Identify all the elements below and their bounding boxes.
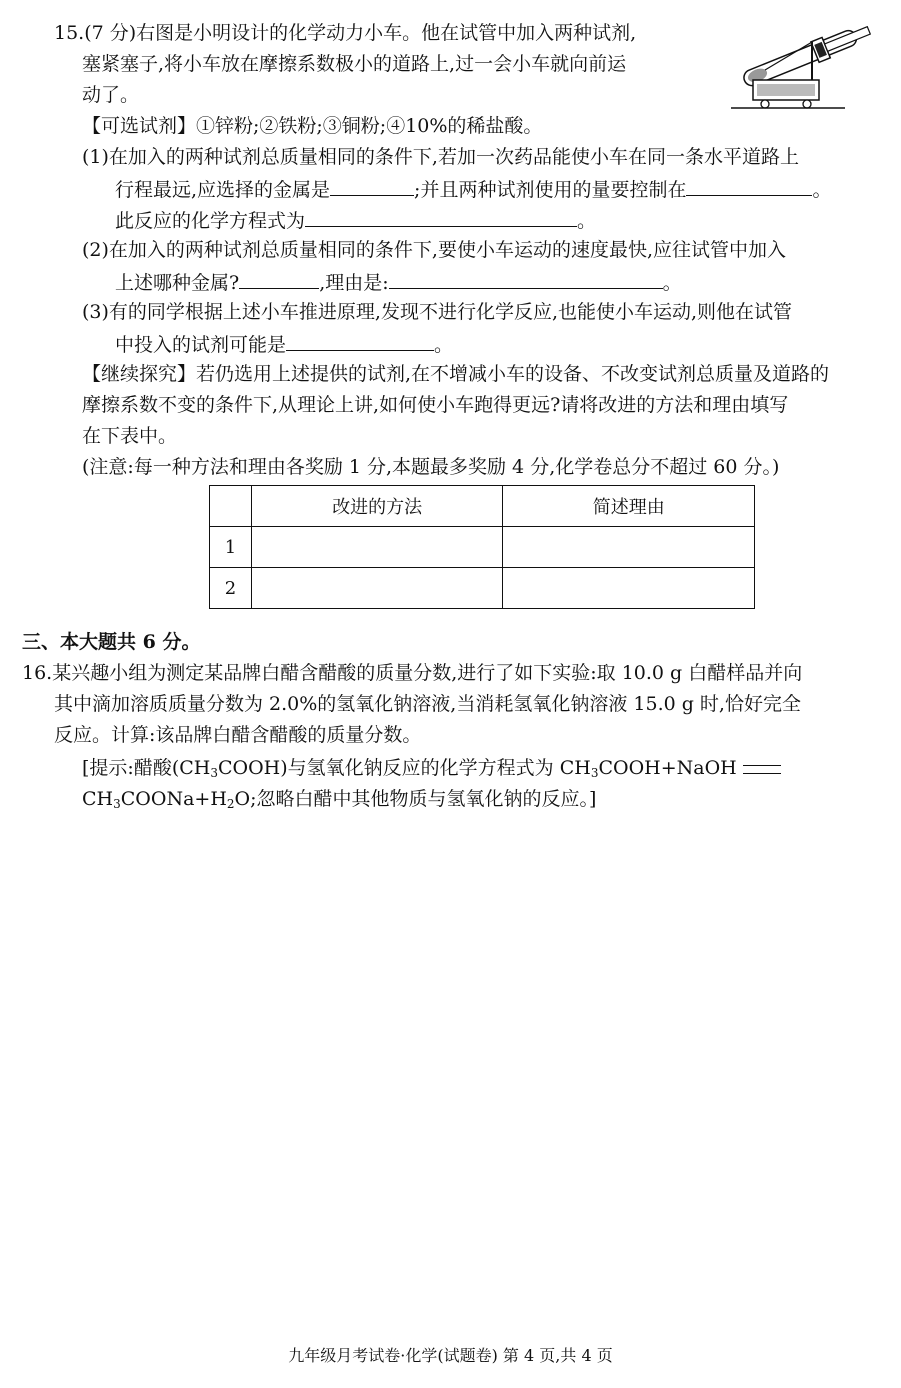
q15-part1-text-d: 此反应的化学方程式为 [115,210,306,232]
chemical-car-diagram [725,14,885,110]
row-number: 2 [210,568,252,609]
table-row [210,527,755,568]
q15-part2-text-c: 。 [662,272,682,294]
reason-cell[interactable] [503,568,755,609]
answer-blank-metal[interactable] [330,175,414,196]
q16-hint-line1 [82,755,781,786]
q15-explore-line1: 【继续探究】若仍选用上述提供的试剂,在不增减小车的设备、不改变试剂总质量及道路的 [82,363,830,385]
table-header-method: 改进的方法 [251,486,503,527]
q15-part1-line1: (1)在加入的两种试剂总质量相同的条件下,若加一次药品能使小车在同一条水平道路上 [82,146,799,168]
table-row [210,568,755,609]
q15-note: (注意:每一种方法和理由各奖励 1 分,本题最多奖励 4 分,化学卷总分不超过 60 分。) [82,456,780,478]
answer-blank-amount[interactable] [686,175,812,196]
subscript: 3 [113,797,121,811]
table-header-row [210,486,755,527]
equals-sign-icon [743,765,781,774]
q15-part1-text-b: ;并且两种试剂使用的量要控制在 [414,179,687,201]
reason-cell[interactable] [503,527,755,568]
answer-blank-equation[interactable] [305,206,577,227]
row-number: 1 [210,527,252,568]
subscript: 3 [210,766,218,780]
subscript: 2 [226,797,235,811]
answer-blank-fastest-metal[interactable] [239,268,319,289]
improvement-table [209,485,755,609]
hint-text-a: [提示:醋酸(CH [82,757,211,779]
q15-part3-text-a: 中投入的试剂可能是 [115,334,287,356]
q15-part3-line2 [115,330,453,358]
hint-text-f: O;忽略白醋中其他物质与氢氧化钠的反应。] [234,788,597,810]
answer-blank-reagent[interactable] [286,330,434,351]
page-footer: 九年级月考试卷·化学(试题卷) 第 4 页,共 4 页 [288,1346,613,1365]
table-header-cell [210,486,252,527]
q15-part1-text-c: 。 [812,179,832,201]
q15-part1-line3 [115,206,596,234]
q15-part1-text-e: 。 [577,210,597,232]
hint-text-b: COOH)与氢氧化钠反应的化学方程式为 CH [217,757,591,779]
hint-text-c: COOH+NaOH [598,757,737,779]
q16-line1: 16.某兴趣小组为测定某品牌白醋含醋酸的质量分数,进行了如下实验:取 10.0 g 白醋样品并向 [22,662,803,684]
q15-line2: 塞紧塞子,将小车放在摩擦系数极小的道路上,过一会小车就向前运 [82,53,627,75]
q15-part2-line2 [115,268,682,296]
q15-line3: 动了。 [82,84,140,106]
q15-explore-line3: 在下表中。 [82,425,178,447]
q15-part3-text-b: 。 [434,334,454,356]
q15-part2-text-b: ,理由是: [319,272,389,294]
q15-part2-text-a: 上述哪种金属? [115,272,240,294]
q15-explore-line2: 摩擦系数不变的条件下,从理论上讲,如何使小车跑得更远?请将改进的方法和理由填写 [82,394,789,416]
q15-part1-line2 [115,175,831,203]
section-title: 三、本大题共 6 分。 [22,631,201,653]
q15-part2-line1: (2)在加入的两种试剂总质量相同的条件下,要使小车运动的速度最快,应往试管中加入 [82,239,786,261]
q15-part3-line1: (3)有的同学根据上述小车推进原理,发现不进行化学反应,也能使小车运动,则他在试管 [82,301,793,323]
hint-text-e: COONa+H [120,788,227,810]
q15-reagents: 【可选试剂】①锌粉;②铁粉;③铜粉;④10%的稀盐酸。 [82,115,543,137]
q16-line2: 其中滴加溶质质量分数为 2.0%的氢氧化钠溶液,当消耗氢氧化钠溶液 15.0 g 时,恰好完全 [54,693,801,715]
q15-line1: 15.(7 分)右图是小明设计的化学动力小车。他在试管中加入两种试剂, [54,22,637,44]
method-cell[interactable] [251,527,503,568]
answer-blank-reason[interactable] [389,268,663,289]
table-header-reason: 简述理由 [503,486,755,527]
hint-text-d: CH [82,788,114,810]
q16-line3: 反应。计算:该品牌白醋含醋酸的质量分数。 [54,724,422,746]
subscript: 3 [590,766,599,780]
method-cell[interactable] [251,568,503,609]
q15-part1-text-a: 行程最远,应选择的金属是 [115,179,331,201]
q16-hint-line2 [82,786,596,817]
